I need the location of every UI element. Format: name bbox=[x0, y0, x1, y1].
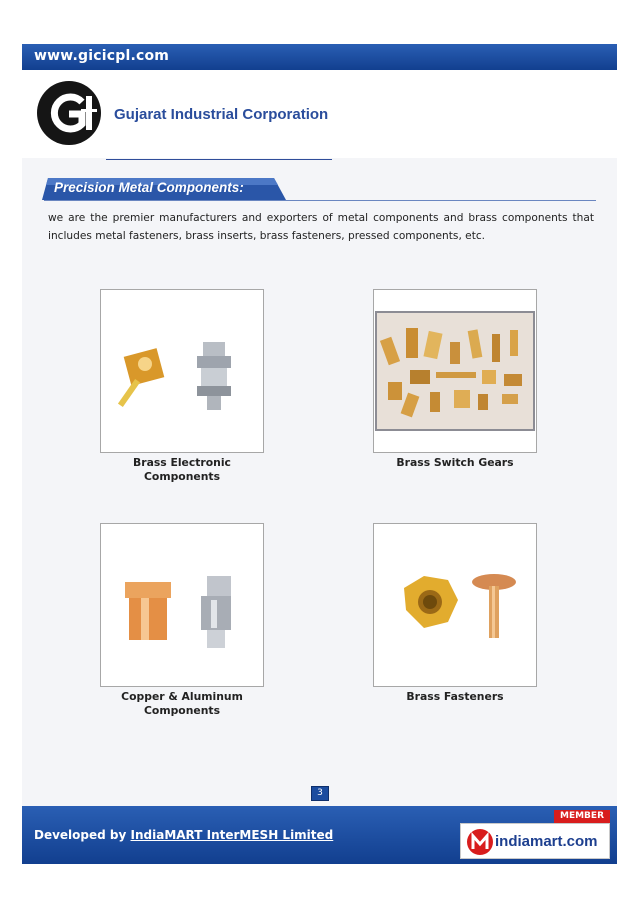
company-logo bbox=[36, 80, 102, 146]
developer-link[interactable]: IndiaMART InterMESH Limited bbox=[130, 828, 334, 842]
indiamart-brand: indiamart.com bbox=[495, 833, 598, 850]
brass-fasteners-image bbox=[374, 524, 536, 686]
product-label-brass-electronic: Brass Electronic Components bbox=[133, 456, 231, 483]
indiamart-logo-box[interactable] bbox=[460, 823, 610, 859]
member-badge: MEMBER bbox=[554, 810, 610, 823]
product-image-brass-switch-gears[interactable] bbox=[373, 289, 537, 453]
brass-switch-gears-image bbox=[374, 290, 536, 452]
copper-aluminum-image bbox=[101, 524, 263, 686]
section-divider bbox=[44, 200, 596, 201]
product-image-copper-aluminum[interactable] bbox=[100, 523, 264, 687]
top-banner bbox=[22, 44, 617, 70]
developer-credit bbox=[34, 828, 333, 842]
product-label-copper-aluminum: Copper & Aluminum Components bbox=[121, 690, 243, 717]
brass-electronic-image bbox=[101, 290, 263, 452]
product-image-brass-electronic[interactable] bbox=[100, 289, 264, 453]
footer-banner bbox=[22, 806, 617, 864]
company-name: Gujarat Industrial Corporation bbox=[114, 106, 329, 123]
product-image-brass-fasteners[interactable] bbox=[373, 523, 537, 687]
product-label-brass-fasteners: Brass Fasteners bbox=[406, 690, 504, 703]
page-number: 3 bbox=[311, 786, 329, 801]
section-title: Precision Metal Components: bbox=[54, 180, 244, 195]
product-label-brass-switch-gears: Brass Switch Gears bbox=[396, 456, 514, 469]
header-divider bbox=[106, 159, 332, 160]
developed-by-label: Developed by bbox=[34, 828, 127, 842]
site-url[interactable]: www.gicicpl.com bbox=[34, 48, 170, 64]
brochure-page bbox=[22, 44, 617, 864]
intro-paragraph: we are the premier manufacturers and exporters of metal components and brass components that includes metal fasteners, brass inserts, brass fasteners, pressed components, etc. bbox=[48, 212, 594, 242]
indiamart-logo-icon bbox=[465, 827, 495, 857]
